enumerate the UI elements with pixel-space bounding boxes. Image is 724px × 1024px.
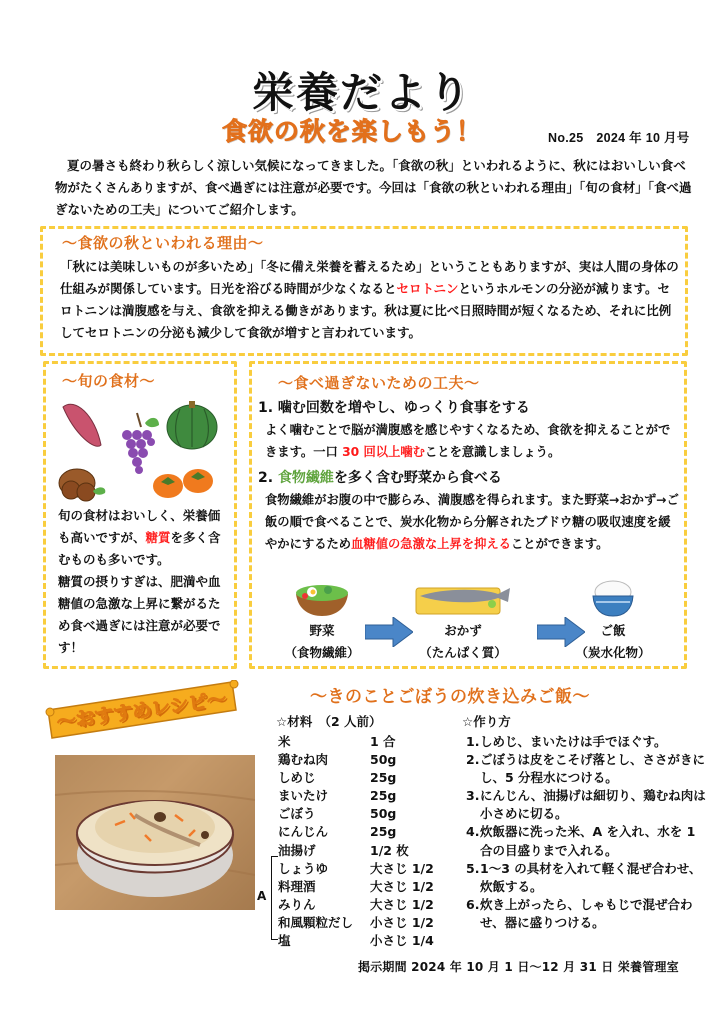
ingredient-name: 米 [278, 734, 291, 749]
recipe-photo [55, 755, 255, 910]
flow-label: ご飯 [600, 623, 626, 638]
tip2-text-1: 食物繊維がお腹の中で膨らみ、満腹感を得られます。また野菜→おかず→ご飯の順で食べることで、炭水化物から分解されたブドウ糖の吸収速度を緩やかにするため [265, 493, 679, 551]
chestnut-icon [59, 469, 105, 501]
ingredient-row [278, 932, 470, 950]
ingredients-heading: ☆材料 （2 人前） [276, 714, 382, 729]
ingredient-name: にんじん [278, 824, 329, 840]
ingredient-row [278, 823, 470, 841]
ingredient-qty: 小さじ 1/2 [370, 914, 434, 930]
tip2-text [265, 489, 680, 555]
flow-item-rice [570, 620, 656, 664]
ingredient-row [278, 860, 470, 878]
tip2-title [258, 467, 502, 487]
ingredient-qty: 小さじ 1/4 [370, 933, 434, 949]
posting-period-footer: 掲示期間 2024 年 10 月 1 日～12 月 31 日 栄養管理室 [358, 960, 679, 974]
step-number: 3. [466, 788, 480, 804]
ingredient-name: まいたけ [278, 788, 329, 804]
fiber-highlight: 食物繊維 [277, 470, 334, 486]
flow-sub: （炭水化物） [575, 645, 651, 660]
ingredient-name: 油揚げ [278, 842, 316, 858]
seasonal-heading: ～旬の食材～ [62, 372, 156, 390]
flow-sub: （たんぱく質） [419, 645, 507, 660]
method-step [466, 860, 706, 896]
flow-sub: （食物繊維） [284, 645, 360, 660]
step-number: 4. [466, 824, 480, 840]
ingredient-row [278, 805, 470, 823]
tip1-text-1: よく噛むことで脳が満腹感を感じやすくなるため、食欲を抑えることができます。一口 [265, 423, 671, 459]
flow-label: おかず [444, 623, 482, 638]
ingredient-row [278, 733, 470, 751]
ingredient-name: しょうゆ [278, 860, 329, 876]
ingredient-qty: 50g [370, 806, 397, 822]
ingredient-name: 料理酒 [278, 878, 316, 894]
reason-text-2: というホルモンの分泌が減ります。セロトニンは満腹感を与え、食欲を抑える働きがあります。秋は夏に比べ日照時間が短くなるため、それに比例してセロトニンの分泌も減少して食欲が増すと言われています。 [60, 281, 672, 340]
ingredient-qty: 25g [370, 824, 397, 840]
issue-number: No.25 2024 年 10 月号 [548, 131, 690, 145]
recommended-recipe-banner [42, 680, 232, 734]
ingredient-qty: 大さじ 1/2 [370, 896, 434, 912]
newsletter-title: 栄養だより [251, 68, 472, 117]
reason-heading: ～食欲の秋といわれる理由～ [62, 234, 264, 252]
salad-icon [292, 578, 352, 618]
tip1-text-2: ことを意識しましょう。 [424, 445, 561, 459]
ingredient-qty: 大さじ 1/2 [370, 878, 434, 894]
ingredient-name: 鶏むね肉 [278, 752, 329, 768]
chew-30-highlight: 30 回以上噛む [342, 445, 425, 459]
step-text: にんじん、油揚げは細切り、鶏むね肉は小さめに切る。 [480, 788, 706, 822]
tip2-text-2: ことができます。 [510, 537, 609, 551]
seasoning-group-label: A [257, 889, 267, 903]
blood-sugar-highlight: 血糖値の急激な上昇を抑える [351, 537, 511, 551]
step-number: 5. [466, 860, 480, 876]
flow-label: 野菜 [309, 623, 335, 638]
tip1-title: 1. 噛む回数を増やし、ゆっくり食事をする [258, 400, 530, 416]
ingredient-row [278, 751, 470, 769]
method-step [466, 896, 706, 932]
ingredient-name: みりん [278, 896, 316, 912]
ingredient-row [278, 787, 470, 805]
ingredient-name: ごぼう [278, 806, 316, 822]
arrow-right-icon [365, 617, 413, 647]
ingredient-qty: 50g [370, 752, 397, 768]
ingredient-name: 和風顆粒だし [278, 914, 354, 930]
ingredient-row [278, 769, 470, 787]
seasonal-text [58, 505, 228, 659]
ingredient-name: 塩 [278, 933, 291, 949]
step-number: 6. [466, 896, 480, 912]
seasonal-text-2: を多く含むものも多いです。 [58, 530, 221, 567]
step-text: しめじ、まいたけは手でほぐす。 [480, 734, 667, 749]
ingredient-row [278, 896, 470, 914]
step-text: ごぼうは皮をこそげ落とし、ささがきにし、5 分程水につける。 [480, 752, 706, 786]
seasoning-group-bracket [271, 856, 278, 940]
step-number: 1. [466, 734, 480, 749]
grilled-fish-icon [412, 580, 512, 616]
serotonin-highlight: セロトニン [396, 281, 459, 296]
rice-bowl-icon [590, 576, 636, 618]
recipe-title: ～きのことごぼうの炊き込みご飯～ [310, 687, 590, 707]
tip2-number: 2. [258, 470, 278, 486]
ingredient-qty: 1/2 枚 [370, 842, 409, 858]
method-steps [466, 733, 706, 932]
newsletter-subtitle: 食欲の秋を楽しもう！ [221, 117, 482, 146]
ingredient-name: しめじ [278, 770, 316, 786]
method-heading: ☆作り方 [462, 714, 511, 729]
method-step [466, 751, 706, 787]
ingredient-row [278, 878, 470, 896]
ingredient-qty: 25g [370, 770, 397, 786]
ingredients-list [278, 733, 470, 950]
pumpkin-icon [167, 401, 217, 449]
ingredient-qty: 25g [370, 788, 397, 804]
intro-paragraph: 夏の暑さも終わり秋らしく涼しい気候になってきました。「食欲の秋」といわれるように、秋にはおいしい食べ物がたくさんありますが、食べ過ぎには注意が必要です。今回は「食欲の秋といわれる理由」「旬の食材」「食べ過ぎないための工夫」についてご紹介します。 [55, 158, 692, 217]
step-text: 1～3 の具材を入れて軽く混ぜ合わせ、炊飯する。 [480, 860, 702, 894]
step-text: 炊飯器に洗った米、A を入れ、水を 1 合の目盛りまで入れる。 [480, 824, 696, 858]
ingredient-qty: 大さじ 1/2 [370, 860, 434, 876]
grape-icon [122, 413, 159, 474]
ingredient-qty: 1 合 [370, 734, 396, 749]
tips-heading: ～食べ過ぎないための工夫～ [278, 374, 480, 392]
ingredient-row [278, 842, 470, 860]
method-step [466, 823, 706, 859]
seasonal-text-1: 旬の食材はおいしく、栄養価も高いですが、 [58, 508, 221, 545]
reason-text-1: 「秋には美味しいものが多いため」「冬に備え栄養を蓄えるため」ということもありますが、実は人間の身体の仕組みが関係しています。日光を浴びる時間が少なくなると [60, 259, 679, 296]
seasonal-foods-illustration [55, 395, 230, 510]
method-step [466, 787, 706, 823]
tip1-text [265, 419, 680, 463]
sugar-highlight: 糖質 [145, 530, 171, 545]
ingredient-row [278, 914, 470, 932]
step-text: 炊き上がったら、しゃもじで混ぜ合わせ、器に盛りつける。 [480, 896, 693, 930]
flow-item-vegetables [280, 620, 364, 664]
sweet-potato-icon [63, 404, 101, 446]
flow-item-main-dish [415, 620, 511, 664]
reason-text [60, 256, 680, 344]
step-number: 2. [466, 752, 480, 768]
tip2-title-rest: を多く含む野菜から食べる [333, 470, 502, 486]
method-step [466, 733, 706, 751]
seasonal-text-3: 糖質の摂りすぎは、肥満や血糖値の急激な上昇に繋がるため食べ過ぎには注意が必要です！ [58, 574, 221, 655]
persimmon-icon [153, 469, 213, 498]
banner-text: ～おすすめレシピ～ [55, 688, 228, 734]
